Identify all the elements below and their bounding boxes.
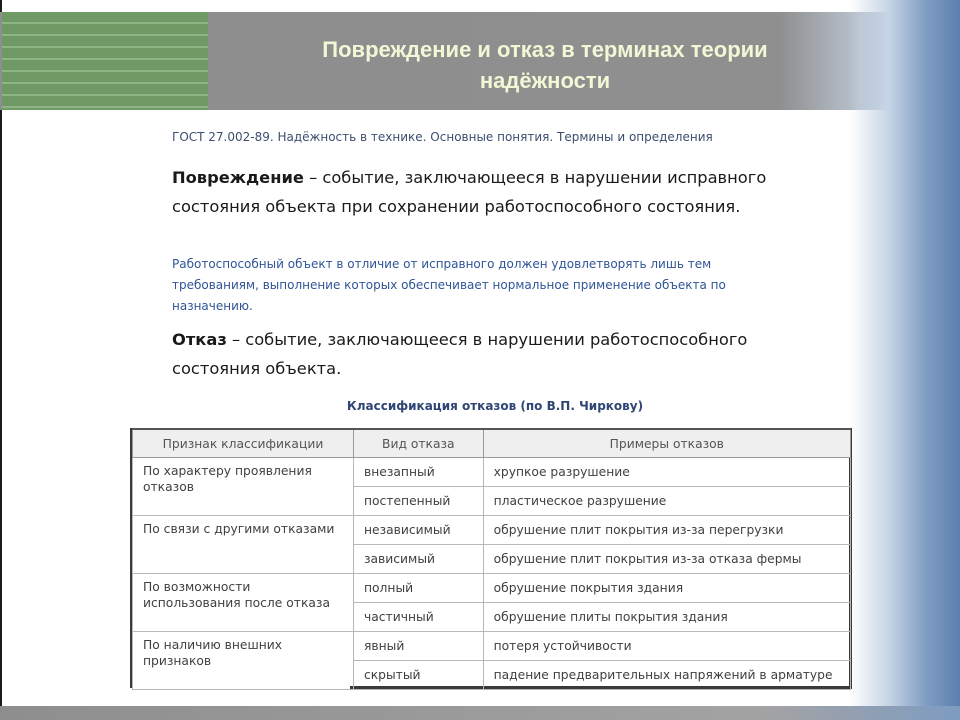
failure-term: Отказ [172, 330, 227, 349]
example-cell: падение предварительных напряжений в арматуре [483, 661, 850, 690]
example-cell: хрупкое разрушение [483, 458, 850, 487]
failure-definition-text: – событие, заключающееся в нарушении работоспособного состояния объекта. [172, 330, 748, 378]
criterion-cell: По наличию внешних признаков [133, 632, 354, 690]
failure-type-cell: независимый [353, 516, 483, 545]
damage-term: Повреждение [172, 168, 304, 187]
gost-reference: ГОСТ 27.002-89. Надёжность в технике. Основные понятия. Термины и определения [172, 130, 713, 144]
example-cell: обрушение плиты покрытия здания [483, 603, 850, 632]
table-caption: Классификация отказов (по В.П. Чиркову) [346, 399, 644, 413]
damage-definition-text: – событие, заключающееся в нарушении исправного состояния объекта при сохранении работоспособного состояния. [172, 168, 767, 216]
example-cell: потеря устойчивости [483, 632, 850, 661]
failure-classification-table [132, 428, 851, 690]
slide-title-line-2: надёжности [479, 68, 611, 93]
table-row [133, 632, 851, 661]
header-criterion: Признак классификации [133, 429, 354, 458]
criterion-cell: По связи с другими отказами [133, 516, 354, 574]
criterion-cell: По характеру проявления отказов [133, 458, 354, 516]
example-cell: обрушение плит покрытия из-за отказа фермы [483, 545, 850, 574]
operability-note: Работоспособный объект в отличие от исправного должен удовлетворять лишь тем требованиям, выполнение которых обеспечивает нормальное применение объекта по назначению. [172, 257, 726, 313]
right-gradient-decoration [850, 0, 960, 720]
failure-definition [172, 326, 812, 383]
header-failure-type: Вид отказа [353, 429, 483, 458]
failure-type-cell: постепенный [353, 487, 483, 516]
failure-type-cell: внезапный [353, 458, 483, 487]
failure-type-cell: скрытый [353, 661, 483, 690]
failure-type-cell: полный [353, 574, 483, 603]
header-examples: Примеры отказов [483, 429, 850, 458]
example-cell: обрушение покрытия здания [483, 574, 850, 603]
footer-band [0, 706, 960, 720]
failure-type-cell: частичный [353, 603, 483, 632]
slide-title [215, 34, 875, 96]
table-row [133, 458, 851, 487]
criterion-cell: По возможности использования после отказа [133, 574, 354, 632]
header-green-stripes [2, 12, 208, 110]
table-row [133, 516, 851, 545]
failure-type-cell: зависимый [353, 545, 483, 574]
damage-definition [172, 164, 812, 221]
failure-type-cell: явный [353, 632, 483, 661]
table-header-row [133, 429, 851, 458]
example-cell: обрушение плит покрытия из-за перегрузки [483, 516, 850, 545]
example-cell: пластическое разрушение [483, 487, 850, 516]
table-row [133, 574, 851, 603]
slide-title-line-1: Повреждение и отказ в терминах теории [322, 37, 768, 62]
